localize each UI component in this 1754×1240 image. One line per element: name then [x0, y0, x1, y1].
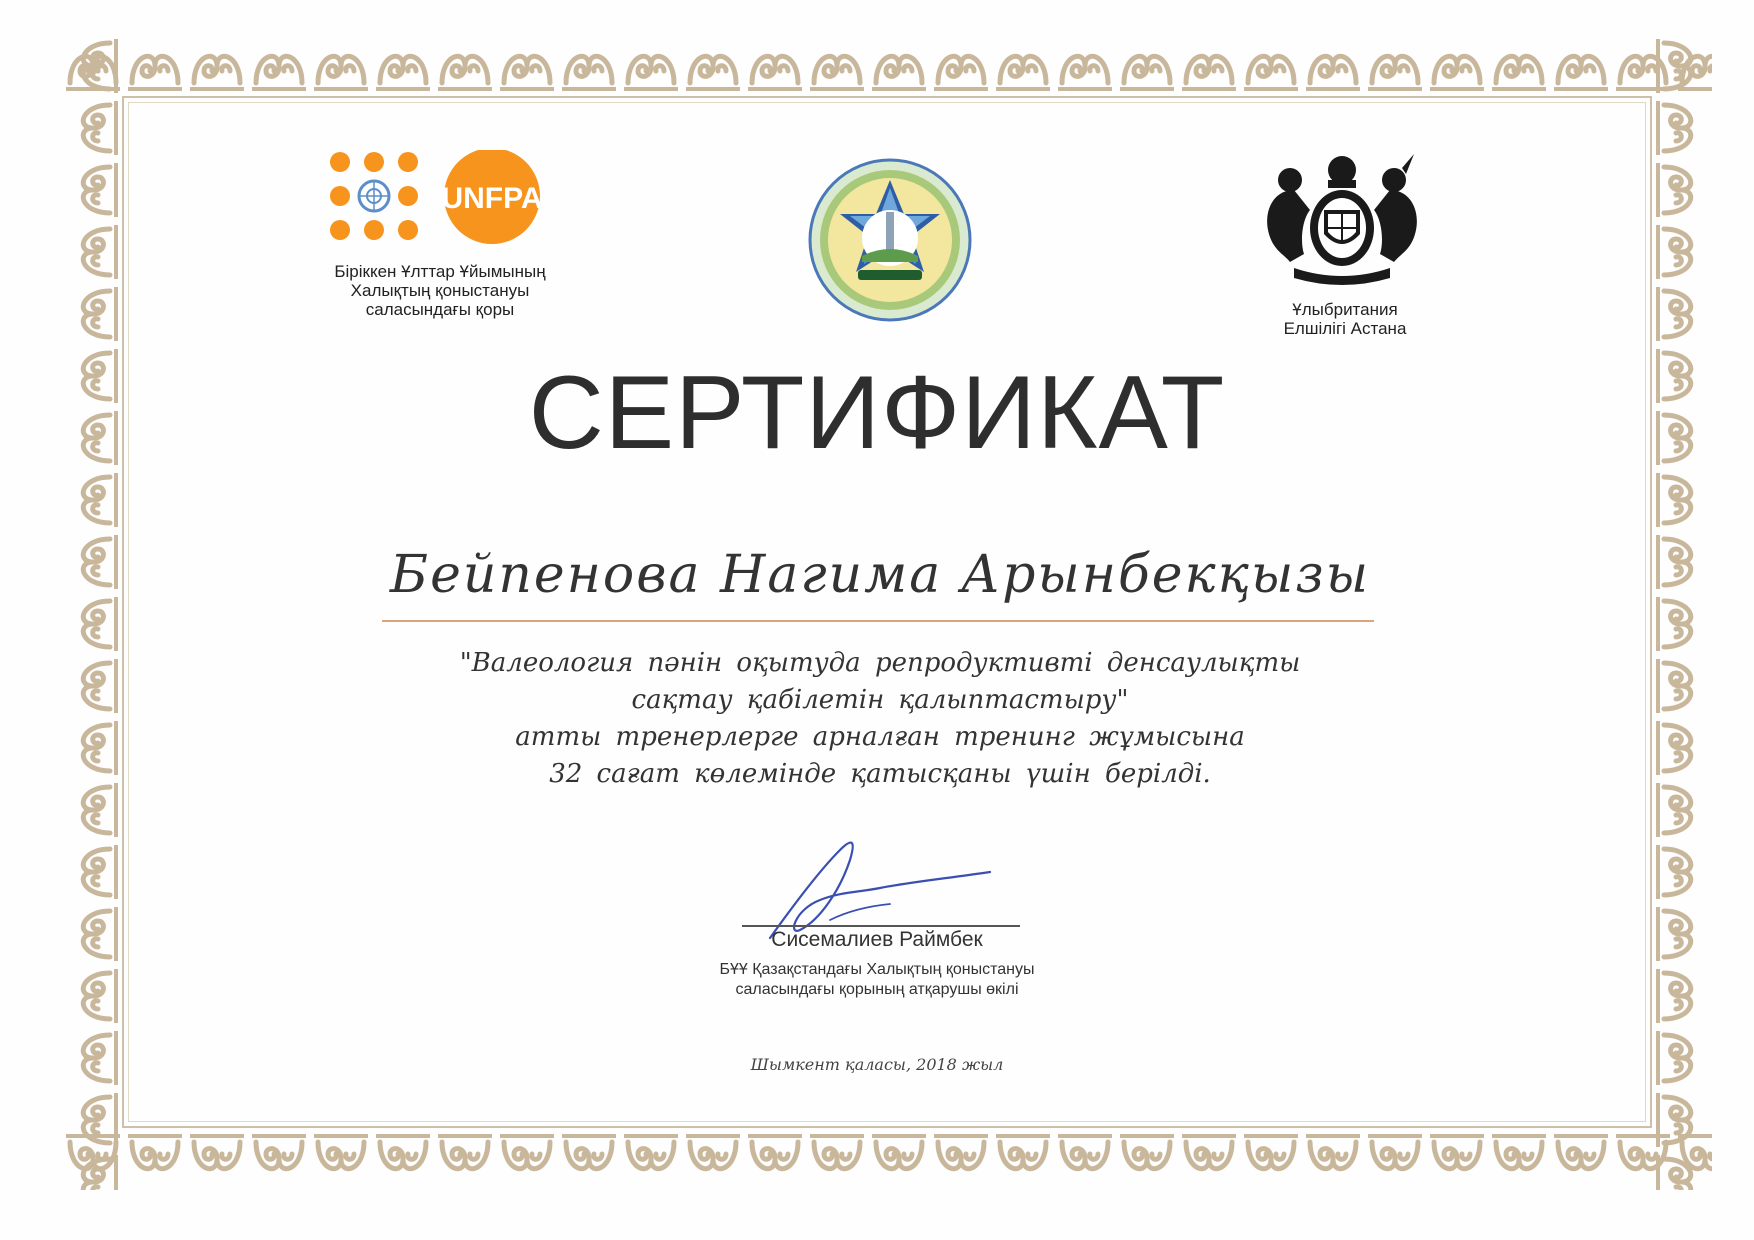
ornament-border-bottom [62, 1128, 1712, 1190]
uk-embassy-caption [1240, 300, 1450, 338]
body-line: "Валеология пәнін оқытуда репродуктивті денсаулықты [459, 648, 1301, 678]
certificate-body [380, 645, 1380, 793]
un-emblem-icon [359, 181, 389, 211]
ornament-border-right [1650, 35, 1712, 1190]
place-and-date: Шымкент қаласы, 2018 жыл [750, 1055, 1004, 1074]
recipient-name: Бейпенова Нагима Арынбекқызы [389, 545, 1371, 605]
uk-royal-coat-of-arms-icon [1254, 150, 1430, 290]
unfpa-caption-line: Халықтың қоныстануы [350, 281, 530, 300]
body-line: сақтау қабілетін қалыптастыру" [631, 685, 1129, 715]
unfpa-caption-line: саласындағы қоры [365, 300, 515, 319]
unfpa-caption-line: Біріккен Ұлттар Ұйымының [334, 262, 546, 281]
body-line: атты тренерлерге арналған тренинг жұмысына [515, 722, 1245, 752]
recipient-underline [382, 620, 1374, 622]
unfpa-caption [290, 262, 590, 319]
uk-caption-line: Елшілігі Астана [1283, 319, 1407, 338]
body-line: 32 сағат көлемінде қатысқаны үшін берілді. [549, 759, 1211, 789]
kazakh-regional-emblem-icon [808, 158, 973, 323]
signature-line [742, 925, 1020, 927]
ornament-border-top [62, 35, 1712, 97]
uk-caption-line: Ұлыбритания [1292, 300, 1398, 319]
unfpa-logo [328, 150, 554, 260]
certificate-title: СЕРТИФИКАТ [528, 355, 1226, 471]
signer-role-line: БҰҰ Қазақстандағы Халықтың қоныстануы [719, 961, 1035, 978]
signer-name: Сисемалиев Раймбек [771, 928, 983, 951]
unfpa-wordmark: UNFPA [441, 182, 543, 215]
ornament-border-left [62, 35, 124, 1190]
signer-role-line: саласындағы қорының атқарушы өкілі [735, 981, 1019, 998]
signer-role [0, 960, 1754, 1000]
